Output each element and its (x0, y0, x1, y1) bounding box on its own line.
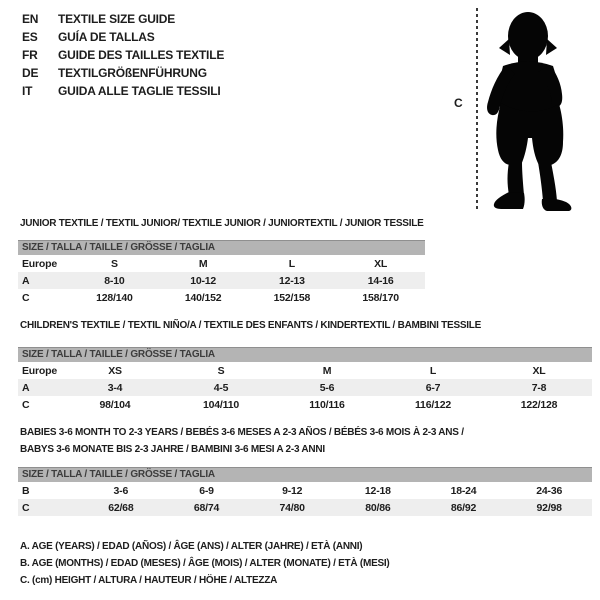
size-header-band: SIZE / TALLA / TAILLE / GRÖSSE / TAGLIA (18, 347, 592, 362)
row-label: A (22, 274, 30, 287)
section-title: CHILDREN'S TEXTILE / TEXTIL NIÑO/A / TEXTILE DES ENFANTS / KINDERTEXTIL / BAMBINI TESSILE (20, 320, 482, 331)
table-row-c (18, 289, 425, 306)
size-value: 3-4 (107, 381, 123, 394)
size-value: XS (108, 364, 122, 377)
section-childrens-textile (18, 317, 592, 411)
size-value: 152/158 (273, 291, 311, 304)
row-label: C (22, 291, 30, 304)
size-table-children (18, 347, 592, 413)
table-row-c (18, 499, 592, 516)
size-value: 12-18 (364, 484, 391, 497)
language-title-block (22, 10, 224, 100)
size-value: 9-12 (282, 484, 303, 497)
guide-title: GUIDA ALLE TAGLIE TESSILI (58, 84, 221, 98)
legend-age-months: B. AGE (MONTHS) / EDAD (MESES) / ÂGE (MOIS) / ALTER (MONATE) / ETÀ (MESI) (20, 558, 390, 569)
size-value: 92/98 (536, 501, 562, 514)
size-value: 62/68 (108, 501, 134, 514)
size-value: XL (532, 364, 546, 377)
language-code: DE (22, 66, 39, 80)
table-row-europe (18, 362, 592, 379)
section-title: BABYS 3-6 MONATE BIS 2-3 JAHRE / BAMBINI 3-6 MESI A 2-3 ANNI (20, 444, 325, 455)
size-value: 3-6 (113, 484, 129, 497)
size-value: 8-10 (104, 274, 125, 287)
baby-silhouette-icon (483, 8, 597, 212)
size-value: 24-36 (536, 484, 563, 497)
size-value: M (198, 257, 208, 270)
size-value: 10-12 (190, 274, 217, 287)
size-value: 6-7 (425, 381, 441, 394)
size-value: 18-24 (450, 484, 477, 497)
legend-height-cm: C. (cm) HEIGHT / ALTURA / HAUTEUR / HÖHE / ALTEZZA (20, 575, 278, 586)
size-value: 116/122 (415, 398, 451, 411)
size-value: 122/128 (520, 398, 558, 411)
size-value: 80/86 (365, 501, 391, 514)
size-header-band: SIZE / TALLA / TAILLE / GRÖSSE / TAGLIA (18, 467, 592, 482)
table-row-a (18, 379, 592, 396)
height-measure-line (476, 8, 478, 212)
row-label: C (22, 398, 30, 411)
legend-age-years: A. AGE (YEARS) / EDAD (AÑOS) / ÂGE (ANS) / ALTER (JAHRE) / ETÀ (ANNI) (20, 541, 363, 552)
size-value: L (429, 364, 437, 377)
language-row (22, 10, 224, 28)
table-row-europe (18, 255, 425, 272)
row-label: C (22, 501, 30, 514)
row-label: Europe (22, 257, 57, 270)
size-value: 12-13 (278, 274, 305, 287)
size-value: 158/170 (362, 291, 399, 304)
language-row (22, 46, 224, 64)
section-title: JUNIOR TEXTILE / TEXTIL JUNIOR/ TEXTILE JUNIOR / JUNIORTEXTIL / JUNIOR TESSILE (20, 218, 424, 229)
language-code: IT (22, 84, 33, 98)
table-row-c (18, 396, 592, 413)
size-table-babies (18, 467, 592, 516)
section-junior-textile (18, 215, 425, 304)
size-value: 5-6 (319, 381, 335, 394)
language-code: EN (22, 12, 39, 26)
size-value: 86/92 (450, 501, 477, 514)
language-row (22, 82, 224, 100)
size-value: 14-16 (367, 274, 394, 287)
size-value: 128/140 (96, 291, 133, 304)
size-value: XL (374, 257, 388, 270)
size-value: 7-8 (531, 381, 547, 394)
size-value: S (217, 364, 225, 377)
guide-title: TEXTILGRÖßENFÜHRUNG (58, 66, 207, 80)
size-value: M (322, 364, 332, 377)
language-code: FR (22, 48, 38, 62)
table-row-b (18, 482, 592, 499)
size-value: 68/74 (193, 501, 220, 514)
legend-block (20, 538, 390, 589)
size-value: 98/104 (99, 398, 131, 411)
size-value: S (110, 257, 118, 270)
row-label: B (22, 484, 30, 497)
table-row-a (18, 272, 425, 289)
row-label: Europe (22, 364, 57, 377)
size-value: 110/116 (309, 398, 345, 411)
size-value: 74/80 (279, 501, 305, 514)
size-table-junior (18, 240, 425, 306)
language-code: ES (22, 30, 38, 44)
language-row (22, 28, 224, 46)
size-value: 6-9 (199, 484, 214, 497)
guide-title: GUÍA DE TALLAS (58, 30, 155, 44)
size-value: 140/152 (184, 291, 222, 304)
guide-title: GUIDE DES TAILLES TEXTILE (58, 48, 225, 62)
language-row (22, 64, 224, 82)
size-value: 104/110 (203, 398, 239, 411)
section-babies-textile (18, 424, 592, 514)
row-label: A (22, 381, 30, 394)
section-title: BABIES 3-6 MONTH TO 2-3 YEARS / BEBÉS 3-6 MESES A 2-3 AÑOS / BÉBÉS 3-6 MOIS À 2-3 ANS / (20, 427, 464, 438)
size-header-band: SIZE / TALLA / TAILLE / GRÖSSE / TAGLIA (18, 240, 425, 255)
baby-height-figure (440, 0, 600, 220)
size-value: 4-5 (213, 381, 229, 394)
guide-title: TEXTILE SIZE GUIDE (58, 12, 176, 26)
size-value: L (288, 257, 295, 270)
height-measure-label: C (454, 96, 463, 110)
